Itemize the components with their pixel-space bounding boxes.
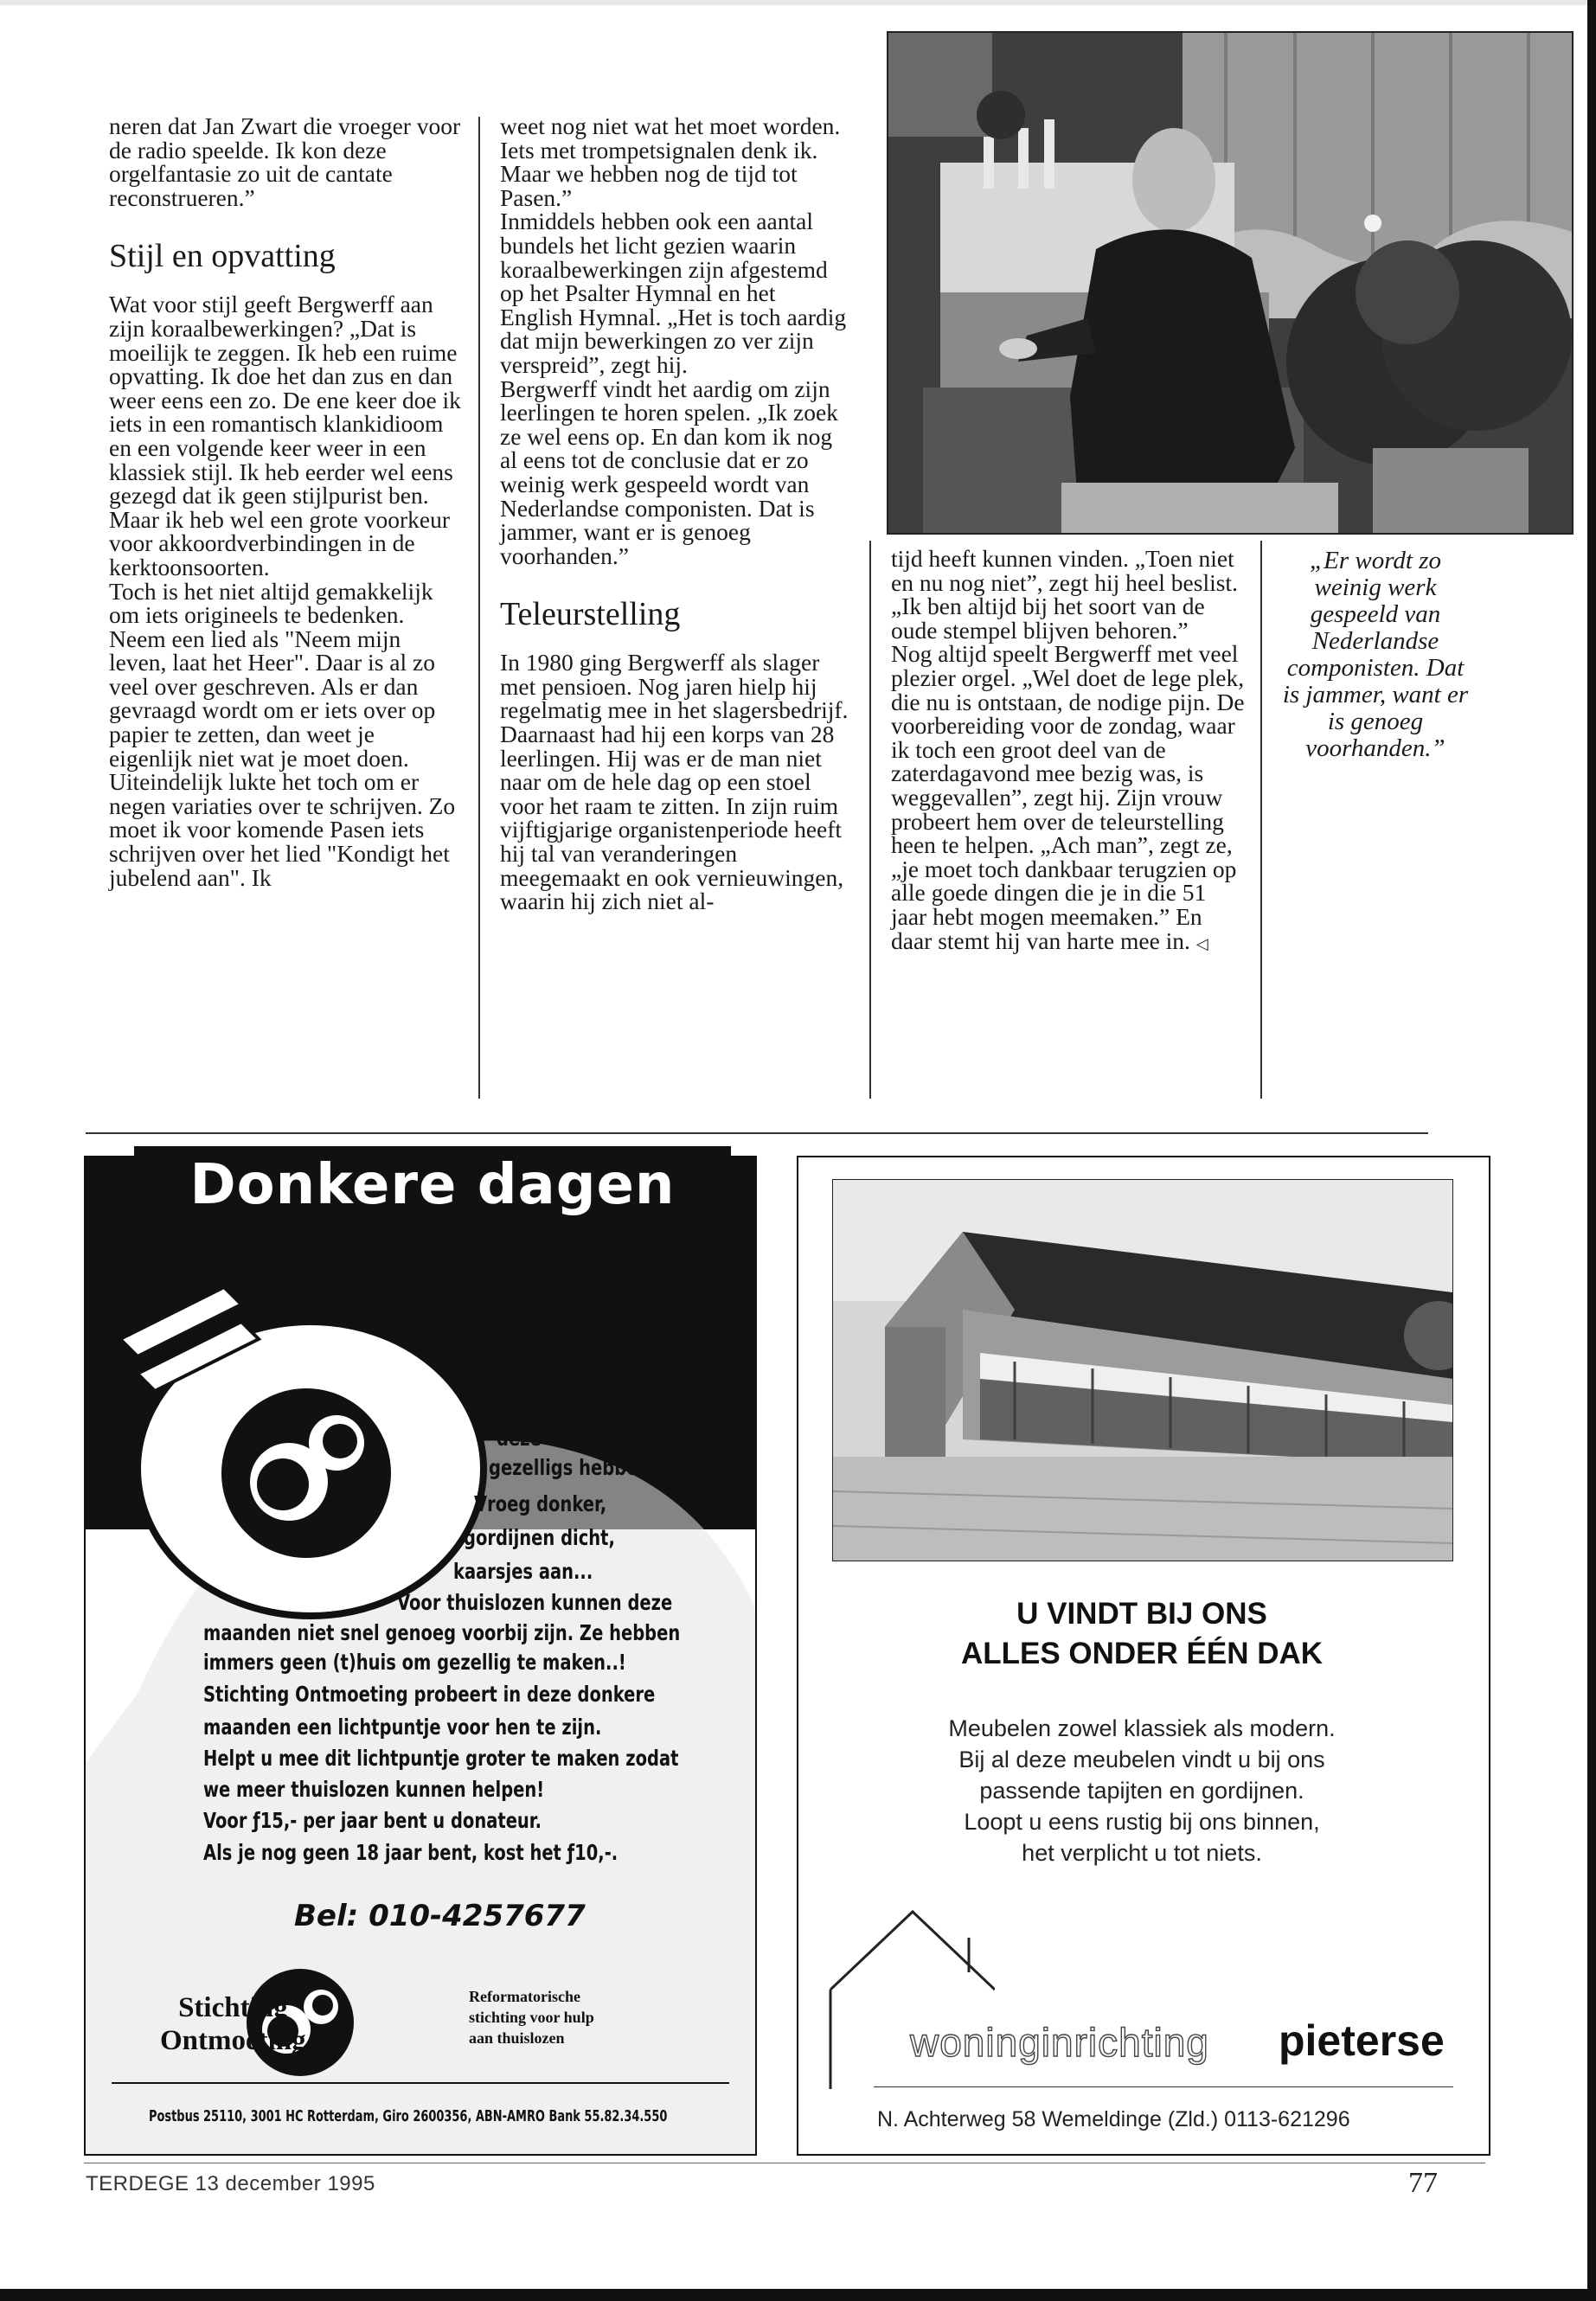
logo-woninginrichting: woninginrichting: [910, 2020, 1209, 2065]
furniture-store-photo: [832, 1179, 1453, 1561]
section-heading: Teleurstelling: [500, 596, 681, 633]
pull-quote: „Er wordt zo weinig werk gespeeld van Nederlandse componisten. Dat is jammer, want er is genoeg voorhanden.”: [1282, 547, 1469, 762]
ad-address: N. Achterweg 58 Wemeldinge (Zld.) 0113-621296: [877, 2107, 1350, 2131]
body-line: Bij al deze meubelen vindt u bij ons: [958, 1747, 1325, 1772]
scan-right-edge: [1587, 0, 1596, 2301]
column-rule: [869, 541, 871, 1099]
scan-bottom-edge: [0, 2289, 1596, 2301]
organist-photo: [887, 31, 1574, 535]
paragraph: weet nog niet wat het moet worden. Iets met trompetsignalen denk ik. Maar we hebben nog de tijd tot Pasen.”: [500, 112, 841, 211]
ad-phone-number: Bel: 010-4257677: [294, 1899, 586, 1933]
ad-title: Donkere dagen: [134, 1146, 731, 1224]
paragraph: Bergwerff vindt het aardig om zijn leerlingen te horen spelen. „Ik zoek ze wel eens op. En dan kom ik nog al eens tot de conclusie dat er zo weinig werk gespeeld wordt van Nederlandse componisten. Dat is jammer, want er is genoeg voorhanden.”: [500, 375, 838, 569]
ad-line: we meer thuislozen kunnen helpen!: [203, 1777, 545, 1802]
logo-pieterse: pieterse: [1279, 2016, 1445, 2065]
ad-line: gezelligs hebben?: [489, 1455, 660, 1480]
tagline-line: Reformatorische: [469, 1988, 580, 2005]
ad-line: maanden een lichtpuntje voor hen te zijn.: [203, 1715, 602, 1740]
scan-top-edge: [0, 0, 1596, 5]
body-line: het verplicht u tot niets.: [1022, 1840, 1262, 1866]
org-line: Stichting: [178, 1992, 288, 2023]
footer-issue-date: TERDEGE 13 december 1995: [86, 2172, 375, 2195]
ad-line: Vindt u ook dat: [491, 1396, 638, 1421]
paragraph: In 1980 ging Bergwerff als slager met pensioen. Nog jaren hielp hij regelmatig mee in het slagersbedrijf. Daarnaast had hij een korps van 28 leerlingen. Hij was er de man niet naar om de hele dag op een stoel voor het raam te zitten. In zijn ruim vijftigjarige organistenperiode heeft hij tal van veranderingen meegemaakt en ook vernieuwingen, waarin hij zich niet al-: [500, 649, 849, 915]
section-heading: Stijl en opvatting: [109, 238, 336, 275]
ad-line: deze maanden iets: [497, 1426, 676, 1451]
paragraph: neren dat Jan Zwart die vroeger voor de radio speelde. Ik kon deze orgelfantasie zo uit de cantate reconstrueren.”: [109, 112, 461, 211]
ad-line: kaarsjes aan...: [453, 1559, 593, 1584]
page-number: 77: [1408, 2167, 1438, 2199]
ad-line: gordijnen dicht,: [464, 1525, 615, 1550]
paragraph: Inmiddels hebben ook een aantal bundels het licht gezien waarin koraalbewerkingen zijn afgestemd op het Psalter Hymnal en het English Hymnal. „Het is toch aardig dat mijn bewerkingen zo ver zijn verspreid”, zegt hij.: [500, 208, 847, 378]
ad-tagline: [469, 1986, 594, 2048]
paragraph: Wat voor stijl geeft Bergwerff aan zijn koraalbewerkingen? „Dat is moeilijk te zeggen. Ik heb een ruime opvatting. Ik doe het dan zus en dan weer eens een zo. De ene keer doe ik iets in een romantisch klankidioom en een volgende keer weer in een klassiek stijl. Ik heb eerder wel eens gezegd dat ik geen stijlpurist ben. Maar ik heb wel een grote voorkeur voor akkoordverbindingen in de kerktoonsoorten.: [109, 291, 461, 580]
column-rule: [1260, 541, 1262, 1099]
paragraph: [891, 642, 1247, 956]
org-line: Ontmoeting: [160, 2025, 306, 2056]
body-line: passende tapijten en gordijnen.: [979, 1778, 1304, 1804]
ad-line: maanden niet snel genoeg voorbij zijn. Ze hebben: [203, 1620, 681, 1645]
paragraph: tijd heeft kunnen vinden. „Toen niet en nu nog niet”, zegt hij heel beslist. „Ik ben altijd bij het soort van de oude stempel blijven behoren.”: [891, 545, 1238, 644]
ad-organization-name: [160, 1991, 306, 2057]
article-column-3: [891, 547, 1247, 956]
ad-line: Stichting Ontmoeting probeert in deze donkere: [203, 1682, 656, 1707]
end-mark-icon: ◁: [1195, 934, 1208, 952]
ad-body-text: [797, 1713, 1487, 1868]
ad-line: immers geen (t)huis om gezellig te maken..!: [203, 1650, 626, 1675]
ad-address-rule: [874, 2086, 1453, 2087]
tagline-line: stichting voor hulp: [469, 2009, 594, 2026]
ad-line: Vroeg donker,: [474, 1491, 607, 1516]
ad-postal-details: Postbus 25110, 3001 HC Rotterdam, Giro 2600356, ABN-AMRO Bank 55.82.34.550: [149, 2107, 668, 2125]
ad-line: Voor thuislozen kunnen deze: [397, 1590, 673, 1615]
paragraph: Toch is het niet altijd gemakkelijk om iets origineels te bedenken. Neem een lied als "Neem mijn leven, laat het Heer". Daar is al zo veel over geschreven. Als er dan gevraagd wordt om er iets over op papier te zetten, dan weet je eigenlijk niet wat je moet doen. Uiteindelijk lukte het toch om er negen variaties over te schrijven. Zo moet ik voor komende Pasen iets schrijven over het lied "Kondigt het jubelend aan". Ik: [109, 577, 456, 891]
column-rule: [478, 117, 480, 1099]
body-line: Meubelen zowel klassiek als modern.: [948, 1715, 1336, 1741]
article-column-1: [109, 114, 462, 889]
paragraph-text: Nog altijd speelt Bergwerff met veel plezier orgel. „Wel doet de lege plek, die nu is ontstaan, de nodige pijn. De voorbereiding voor de zondag, waar ik toch een groot deel van de zaterdagavond mee bezig was, is weggevallen”, zegt hij. Zijn vrouw probeert hem over de teleurstelling heen te helpen. „Ach man”, zegt ze, „je moet toch dankbaar terugzien op alle goede dingen die je in die 51 jaar hebt mogen meemaken.” En daar stemt hij van harte mee in.: [891, 640, 1245, 954]
body-line: Loopt u eens rustig bij ons binnen,: [964, 1809, 1320, 1835]
article-bottom-rule: [86, 1132, 1428, 1134]
headline-line: U VINDT BIJ ONS: [1016, 1597, 1267, 1631]
store-photo-art: [833, 1180, 1452, 1561]
ad-headline: [797, 1594, 1487, 1674]
ad-line: Voor ƒ15,- per jaar bent u donateur.: [203, 1808, 542, 1833]
article-column-2: [500, 114, 853, 913]
headline-line: ALLES ONDER ÉÉN DAK: [960, 1637, 1324, 1670]
tagline-line: aan thuislozen: [469, 2029, 565, 2047]
ad-line: Helpt u mee dit lichtpuntje groter te maken zodat: [203, 1746, 679, 1771]
ad-line: Als je nog geen 18 jaar bent, kost het ƒ10,-.: [203, 1840, 619, 1865]
organist-photo-art: [888, 33, 1572, 533]
